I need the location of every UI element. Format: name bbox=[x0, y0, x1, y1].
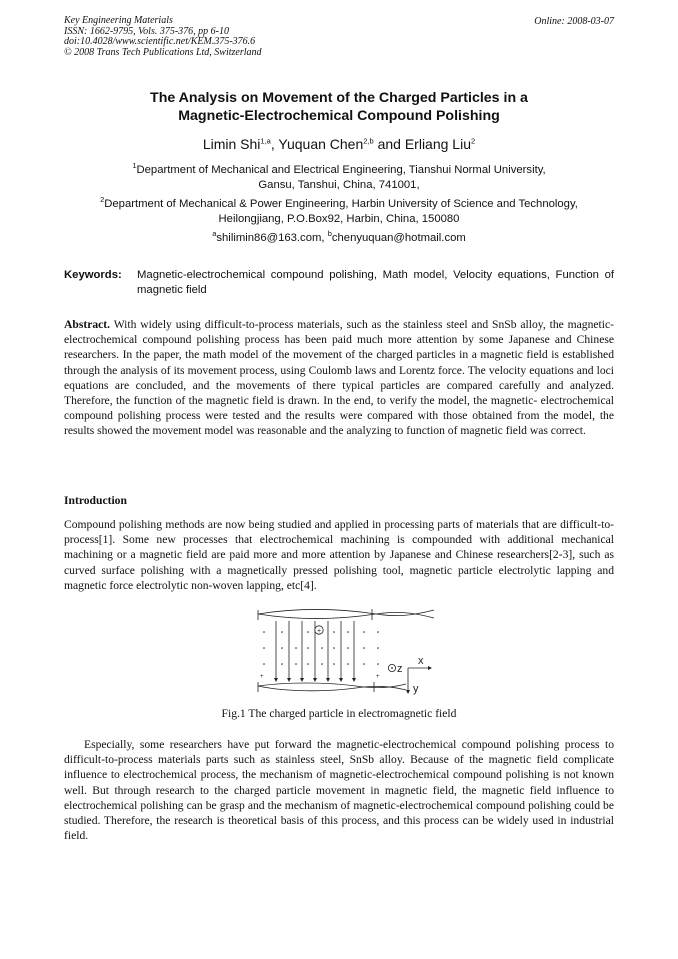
email-address[interactable]: chenyuquan@hotmail.com bbox=[331, 232, 466, 244]
author-superscript: 2 bbox=[470, 136, 476, 146]
title-line-1: The Analysis on Movement of the Charged Particles in a bbox=[150, 90, 528, 106]
figure-1-caption: Fig.1 The charged particle in electromagnetic field bbox=[221, 707, 457, 720]
author-superscript: 2,b bbox=[363, 136, 374, 146]
title-line-2: Magnetic-Electrochemical Compound Polishing bbox=[178, 108, 500, 124]
affiliation-superscript: 1 bbox=[132, 161, 137, 171]
email-address[interactable]: shilimin86@163.com, bbox=[216, 232, 328, 244]
affiliation-line: Gansu, Tanshui, China, 741001, bbox=[258, 178, 420, 191]
introduction-paragraph-2: Especially, some researchers have put forward the magnetic-electrochemical compound polishing process to difficult-to-process materials parts such as stainless steel, SnSb alloy. Because of the magnetic field complicate influence to electrochemical process, the mechanism of magnetic-electrochemical compound polishing is not known well. But through research to the charged particle movement in magnetic field, the magnetic field influence to electrochemical polishing can be grasp and the mechanism of magnetic-electrochemical compound polishing could be studied. Therefore, the research is theoretical basis of this process, and this process can be widely used in industrial field. bbox=[64, 738, 614, 843]
journal-header bbox=[64, 16, 262, 58]
abstract-paragraph bbox=[64, 317, 614, 439]
axis-label-x: x bbox=[418, 655, 424, 667]
keywords-block bbox=[64, 268, 614, 297]
keywords-label: Keywords: bbox=[64, 269, 122, 281]
online-date: Online: 2008-03-07 bbox=[534, 16, 614, 27]
axis-label-y: y bbox=[413, 683, 419, 695]
figure-1-diagram bbox=[256, 606, 436, 696]
affiliation-line: Heilongjiang, P.O.Box92, Harbin, China, 150080 bbox=[218, 212, 460, 225]
author-name: Limin Shi bbox=[202, 136, 261, 152]
keywords-text: Magnetic-electrochemical compound polishing, Math model, Velocity equations, Function of magnetic field bbox=[137, 269, 614, 296]
field-arrows bbox=[274, 678, 356, 682]
journal-doi: doi:10.4028/www.scientific.net/KEM.375-376.6 bbox=[64, 36, 256, 48]
paper-title bbox=[64, 89, 614, 125]
email-superscript: b bbox=[327, 229, 332, 239]
magnetic-field-dots bbox=[263, 631, 379, 665]
affiliation-2 bbox=[64, 197, 614, 226]
email-superscript: a bbox=[212, 229, 217, 239]
affiliation-line: Department of Mechanical & Power Engineering, Harbin University of Science and Technology, bbox=[104, 198, 578, 210]
affiliation-line: Department of Mechanical and Electrical Engineering, Tianshui Normal University, bbox=[136, 164, 546, 176]
journal-copyright: © 2008 Trans Tech Publications Ltd, Switzerland bbox=[64, 46, 262, 58]
plus-sign-left: + bbox=[260, 674, 264, 680]
author-superscript: 1,a bbox=[260, 136, 271, 146]
author-list bbox=[64, 136, 614, 152]
affiliation-1 bbox=[64, 163, 614, 192]
journal-issn: ISSN: 1662-9795, Vols. 375-376, pp 6-10 bbox=[64, 25, 229, 37]
author-separator: and bbox=[373, 136, 405, 152]
bottom-electrode bbox=[258, 683, 406, 688]
author-name: Yuquan Chen bbox=[278, 136, 364, 152]
particle-sign: + bbox=[316, 628, 322, 635]
journal-name: Key Engineering Materials bbox=[64, 15, 173, 26]
abstract-text: With widely using difficult-to-process materials, such as the stainless steel and SnSb alloy, the magnetic-electrochemical compound polishing process has been paid much more attention by some Japanese and Chinese researchers. In the paper, the math model of the movement of the charged particles in a magnetic field is established through the analysis of its movement process, using Coulomb laws and Lorentz force. The velocity equations and loci equations are concluded, and the movements of there typical particles are compared carefully and analyzed. Therefore, the function of the magnetic field is drawn. In the end, to verify the model, the magnetic- electrochemical compound polishing process were tested and the results were compared with those obtained from the model, the results showed the movement model was reasonable and the analyzing to function of magnetic field was correct. bbox=[64, 318, 614, 438]
author-name: Erliang Liu bbox=[404, 136, 471, 152]
affiliation-superscript: 2 bbox=[100, 195, 105, 205]
plus-sign-right: + bbox=[376, 674, 380, 680]
author-separator: , bbox=[270, 136, 279, 152]
abstract-label: Abstract. bbox=[64, 318, 111, 331]
author-emails bbox=[64, 229, 614, 244]
axis-label-z: z bbox=[397, 663, 403, 675]
introduction-heading: Introduction bbox=[64, 494, 127, 507]
introduction-paragraph-1: Compound polishing methods are now being studied and applied in processing parts of materials that are difficult-to-process[1]. Some new processes that electrochemical machining is compounded with additional mechanical machining or a magnetic field are paid more and more attention by Japanese and Chinese researchers[2-3], such as curved surface polishing with a magnetically pressed polishing tool, magnetic particle electrolytic lapping and magnetic force electrolytic non-woven lapping, etc[4]. bbox=[64, 518, 614, 592]
bottom-electrode-edge bbox=[258, 686, 406, 691]
